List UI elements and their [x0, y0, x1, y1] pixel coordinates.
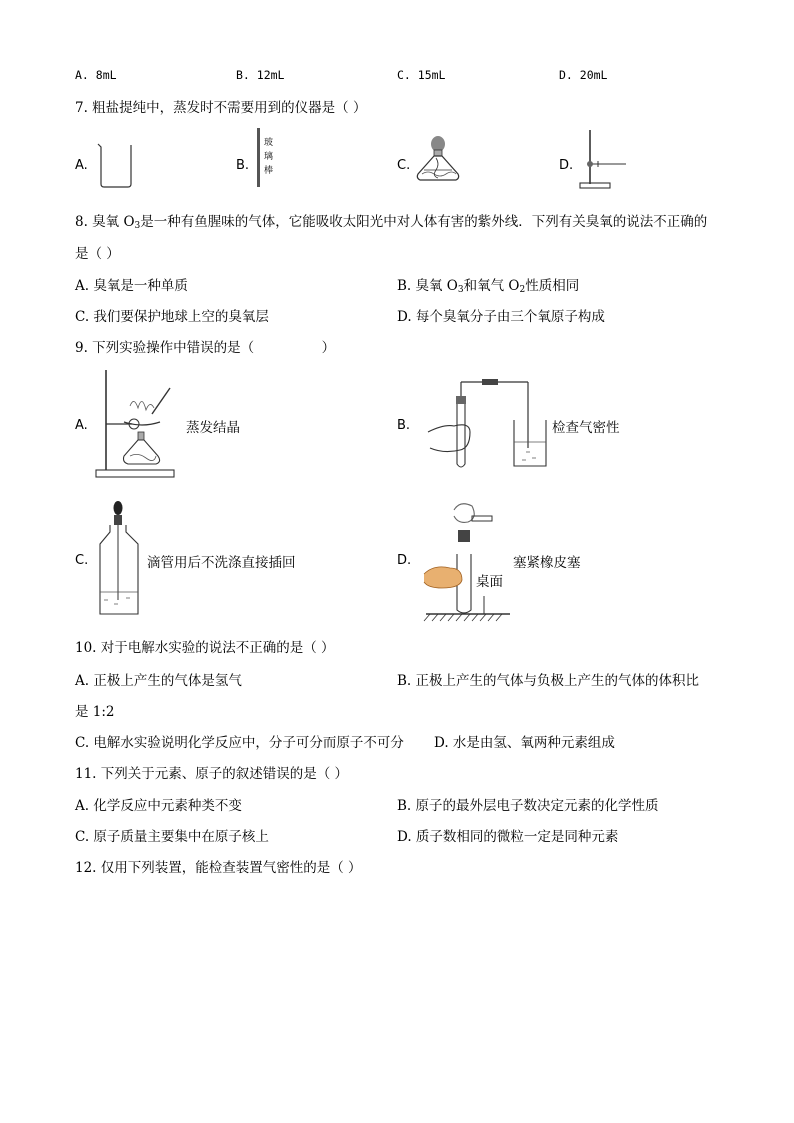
q8-option-b: B. 臭氧 $O_3$和氧气 $O_2$性质相同 — [397, 278, 580, 295]
q9-caption-b: 检查气密性 — [552, 420, 620, 436]
q11-option-c: C. 原子质量主要集中在原子核上 — [75, 829, 269, 845]
q9-stem: 9. 下列实验操作中错误的是（ ） — [75, 340, 336, 356]
evaporation-setup-icon — [94, 366, 180, 482]
iron-stand-icon — [576, 128, 632, 190]
q6-option-c: C. 15mL — [397, 68, 446, 82]
q11-option-d: D. 质子数相同的微粒一定是同种元素 — [397, 829, 619, 845]
q7-label-a: A. — [75, 158, 88, 173]
q9-caption-a: 蒸发结晶 — [186, 420, 240, 436]
q9-caption-d-stopper: 塞紧橡皮塞 — [513, 555, 581, 571]
q10-option-d: D. 水是由氢、氧两种元素组成 — [434, 735, 615, 751]
q7-label-b: B. — [236, 158, 250, 173]
q9-label-b: B. — [397, 418, 411, 433]
q8-option-c: C. 我们要保护地球上空的臭氧层 — [75, 309, 269, 325]
q11-option-b: B. 原子的最外层电子数决定元素的化学性质 — [397, 798, 659, 814]
q6-option-d: D. 20mL — [559, 68, 608, 82]
q8-option-a: A. 臭氧是一种单质 — [75, 278, 188, 294]
q6-option-a: A. 8mL — [75, 68, 117, 82]
airtightness-check-icon — [424, 376, 550, 476]
stopper-insertion-icon — [420, 494, 512, 622]
q10-stem: 10. 对于电解水实验的说法不正确的是（ ） — [75, 640, 335, 656]
q7-stem: 7. 粗盐提纯中，蒸发时不需要用到的仪器是（ ） — [75, 100, 367, 116]
q8-stem-line1: 8. 臭氧 $O_3$是一种有鱼腥味的气体，它能吸收太阳光中对人体有害的紫外线．下列有关臭氧的说法不正确的 — [75, 214, 708, 231]
q10-option-a: A. 正极上产生的气体是氢气 — [75, 673, 242, 689]
glass-rod-icon — [256, 128, 262, 188]
q8-stem-line2: 是（ ） — [75, 246, 120, 262]
q9-label-c: C. — [75, 553, 89, 568]
q11-stem: 11. 下列关于元素、原子的叙述错误的是（ ） — [75, 766, 349, 782]
q11-option-a: A. 化学反应中元素种类不变 — [75, 798, 242, 814]
q6-option-b: B. 12mL — [236, 68, 285, 82]
beaker-icon — [96, 142, 136, 188]
q7-label-c: C. — [397, 158, 411, 173]
q10-option-b-line1: B. 正极上产生的气体与负极上产生的气体的体积比 — [397, 673, 700, 689]
alcohol-lamp-icon — [414, 134, 462, 190]
q9-caption-c: 滴管用后不洗涤直接插回 — [147, 555, 296, 571]
q9-caption-d-table: 桌面 — [476, 574, 503, 590]
q9-label-a: A. — [75, 418, 88, 433]
q7-label-d: D. — [559, 158, 574, 173]
q10-option-c: C. 电解水实验说明化学反应中，分子可分而原子不可分 — [75, 735, 404, 751]
q10-option-b-line2: 是 1:2 — [75, 704, 115, 720]
dropper-bottle-icon — [96, 500, 142, 618]
q9-label-d: D. — [397, 553, 412, 568]
glass-rod-label: 玻 璃 棒 — [264, 138, 274, 176]
q8-option-d: D. 每个臭氧分子由三个氧原子构成 — [397, 309, 605, 325]
q12-stem: 12. 仅用下列装置，能检查装置气密性的是（ ） — [75, 860, 362, 876]
